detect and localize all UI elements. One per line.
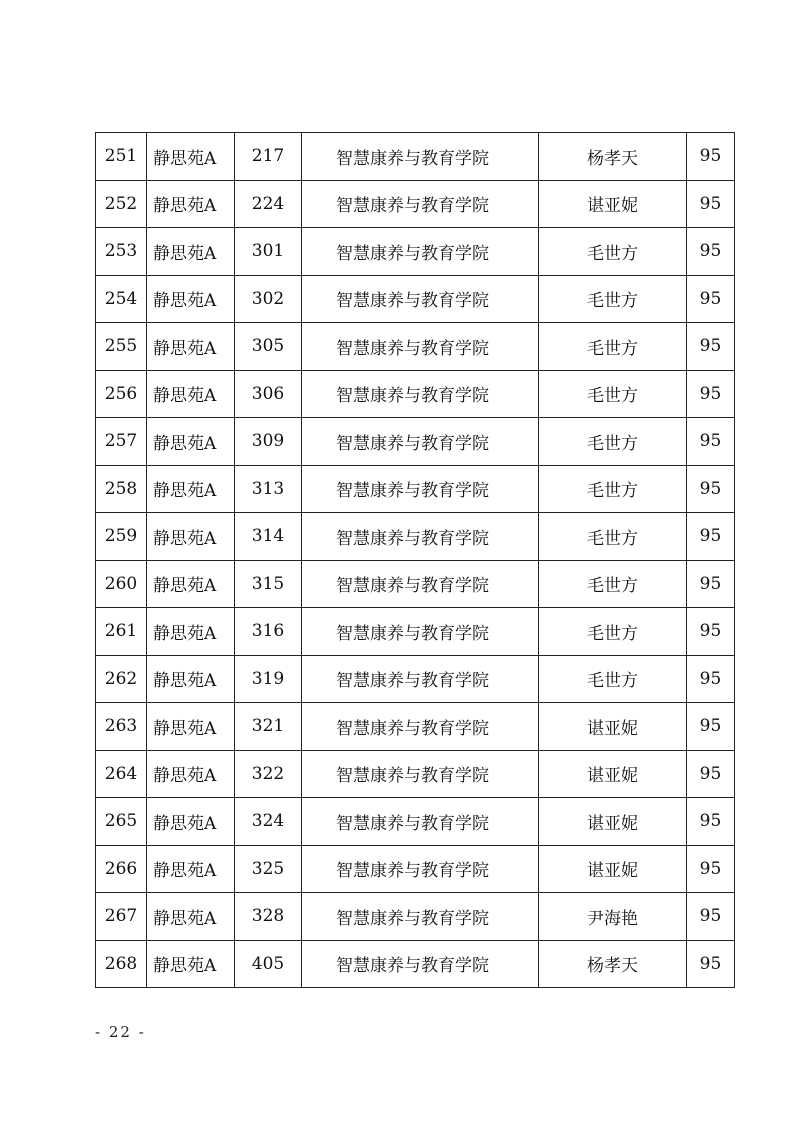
cell-teacher: 毛世方 xyxy=(539,655,687,703)
cell-room: 306 xyxy=(235,370,302,418)
cell-teacher: 毛世方 xyxy=(539,608,687,656)
cell-score: 95 xyxy=(687,608,735,656)
cell-number: 264 xyxy=(96,750,147,798)
table-row xyxy=(96,608,735,656)
table-row xyxy=(96,323,735,371)
cell-teacher: 谌亚妮 xyxy=(539,180,687,228)
table-row xyxy=(96,228,735,276)
table-row xyxy=(96,370,735,418)
cell-number: 266 xyxy=(96,845,147,893)
cell-building: 静思苑A xyxy=(147,750,235,798)
table-body xyxy=(96,133,735,988)
cell-number: 261 xyxy=(96,608,147,656)
cell-room: 321 xyxy=(235,703,302,751)
cell-room: 314 xyxy=(235,513,302,561)
cell-room: 322 xyxy=(235,750,302,798)
cell-college: 智慧康养与教育学院 xyxy=(302,465,539,513)
table-row xyxy=(96,465,735,513)
cell-college: 智慧康养与教育学院 xyxy=(302,228,539,276)
cell-room: 301 xyxy=(235,228,302,276)
cell-college: 智慧康养与教育学院 xyxy=(302,845,539,893)
cell-teacher: 毛世方 xyxy=(539,513,687,561)
table-row xyxy=(96,418,735,466)
cell-score: 95 xyxy=(687,845,735,893)
table-row xyxy=(96,180,735,228)
cell-teacher: 尹海艳 xyxy=(539,893,687,941)
cell-building: 静思苑A xyxy=(147,275,235,323)
cell-teacher: 毛世方 xyxy=(539,228,687,276)
cell-score: 95 xyxy=(687,323,735,371)
cell-college: 智慧康养与教育学院 xyxy=(302,370,539,418)
cell-college: 智慧康养与教育学院 xyxy=(302,940,539,988)
cell-score: 95 xyxy=(687,798,735,846)
cell-score: 95 xyxy=(687,370,735,418)
cell-room: 217 xyxy=(235,133,302,181)
table-row xyxy=(96,750,735,798)
cell-college: 智慧康养与教育学院 xyxy=(302,608,539,656)
cell-building: 静思苑A xyxy=(147,893,235,941)
cell-room: 313 xyxy=(235,465,302,513)
cell-number: 260 xyxy=(96,560,147,608)
cell-college: 智慧康养与教育学院 xyxy=(302,560,539,608)
cell-teacher: 杨孝天 xyxy=(539,940,687,988)
cell-score: 95 xyxy=(687,228,735,276)
cell-number: 253 xyxy=(96,228,147,276)
cell-teacher: 毛世方 xyxy=(539,418,687,466)
cell-college: 智慧康养与教育学院 xyxy=(302,655,539,703)
cell-number: 254 xyxy=(96,275,147,323)
cell-score: 95 xyxy=(687,655,735,703)
cell-score: 95 xyxy=(687,940,735,988)
cell-room: 324 xyxy=(235,798,302,846)
cell-number: 257 xyxy=(96,418,147,466)
table-row xyxy=(96,798,735,846)
cell-teacher: 杨孝天 xyxy=(539,133,687,181)
cell-building: 静思苑A xyxy=(147,845,235,893)
table-row xyxy=(96,940,735,988)
cell-building: 静思苑A xyxy=(147,560,235,608)
cell-number: 263 xyxy=(96,703,147,751)
cell-number: 267 xyxy=(96,893,147,941)
cell-building: 静思苑A xyxy=(147,940,235,988)
dormitory-score-table xyxy=(95,132,735,988)
cell-building: 静思苑A xyxy=(147,465,235,513)
cell-teacher: 毛世方 xyxy=(539,370,687,418)
cell-teacher: 毛世方 xyxy=(539,465,687,513)
cell-score: 95 xyxy=(687,893,735,941)
cell-room: 315 xyxy=(235,560,302,608)
cell-teacher: 毛世方 xyxy=(539,275,687,323)
cell-building: 静思苑A xyxy=(147,418,235,466)
table-row xyxy=(96,893,735,941)
cell-room: 309 xyxy=(235,418,302,466)
cell-number: 259 xyxy=(96,513,147,561)
cell-score: 95 xyxy=(687,513,735,561)
cell-teacher: 毛世方 xyxy=(539,560,687,608)
cell-college: 智慧康养与教育学院 xyxy=(302,180,539,228)
cell-building: 静思苑A xyxy=(147,323,235,371)
cell-college: 智慧康养与教育学院 xyxy=(302,513,539,561)
cell-college: 智慧康养与教育学院 xyxy=(302,275,539,323)
cell-college: 智慧康养与教育学院 xyxy=(302,418,539,466)
cell-building: 静思苑A xyxy=(147,180,235,228)
cell-score: 95 xyxy=(687,465,735,513)
cell-college: 智慧康养与教育学院 xyxy=(302,703,539,751)
cell-teacher: 谌亚妮 xyxy=(539,703,687,751)
cell-score: 95 xyxy=(687,750,735,798)
cell-building: 静思苑A xyxy=(147,703,235,751)
cell-score: 95 xyxy=(687,418,735,466)
cell-teacher: 毛世方 xyxy=(539,323,687,371)
cell-score: 95 xyxy=(687,560,735,608)
cell-building: 静思苑A xyxy=(147,228,235,276)
page-number: - 22 - xyxy=(95,1023,146,1041)
cell-building: 静思苑A xyxy=(147,655,235,703)
cell-room: 328 xyxy=(235,893,302,941)
cell-teacher: 谌亚妮 xyxy=(539,798,687,846)
cell-college: 智慧康养与教育学院 xyxy=(302,893,539,941)
cell-number: 255 xyxy=(96,323,147,371)
cell-score: 95 xyxy=(687,180,735,228)
cell-college: 智慧康养与教育学院 xyxy=(302,323,539,371)
cell-college: 智慧康养与教育学院 xyxy=(302,133,539,181)
cell-number: 251 xyxy=(96,133,147,181)
cell-college: 智慧康养与教育学院 xyxy=(302,750,539,798)
cell-number: 265 xyxy=(96,798,147,846)
cell-score: 95 xyxy=(687,703,735,751)
cell-number: 256 xyxy=(96,370,147,418)
cell-room: 405 xyxy=(235,940,302,988)
cell-teacher: 谌亚妮 xyxy=(539,845,687,893)
table-row xyxy=(96,845,735,893)
cell-number: 262 xyxy=(96,655,147,703)
cell-college: 智慧康养与教育学院 xyxy=(302,798,539,846)
cell-room: 325 xyxy=(235,845,302,893)
cell-building: 静思苑A xyxy=(147,133,235,181)
cell-building: 静思苑A xyxy=(147,798,235,846)
cell-building: 静思苑A xyxy=(147,608,235,656)
cell-building: 静思苑A xyxy=(147,370,235,418)
table-row xyxy=(96,703,735,751)
cell-room: 224 xyxy=(235,180,302,228)
cell-room: 305 xyxy=(235,323,302,371)
cell-number: 268 xyxy=(96,940,147,988)
cell-score: 95 xyxy=(687,275,735,323)
cell-room: 302 xyxy=(235,275,302,323)
cell-score: 95 xyxy=(687,133,735,181)
table-row xyxy=(96,133,735,181)
table-row xyxy=(96,513,735,561)
cell-number: 258 xyxy=(96,465,147,513)
table-row xyxy=(96,275,735,323)
cell-room: 316 xyxy=(235,608,302,656)
cell-number: 252 xyxy=(96,180,147,228)
cell-building: 静思苑A xyxy=(147,513,235,561)
table-row xyxy=(96,655,735,703)
cell-teacher: 谌亚妮 xyxy=(539,750,687,798)
table-row xyxy=(96,560,735,608)
cell-room: 319 xyxy=(235,655,302,703)
